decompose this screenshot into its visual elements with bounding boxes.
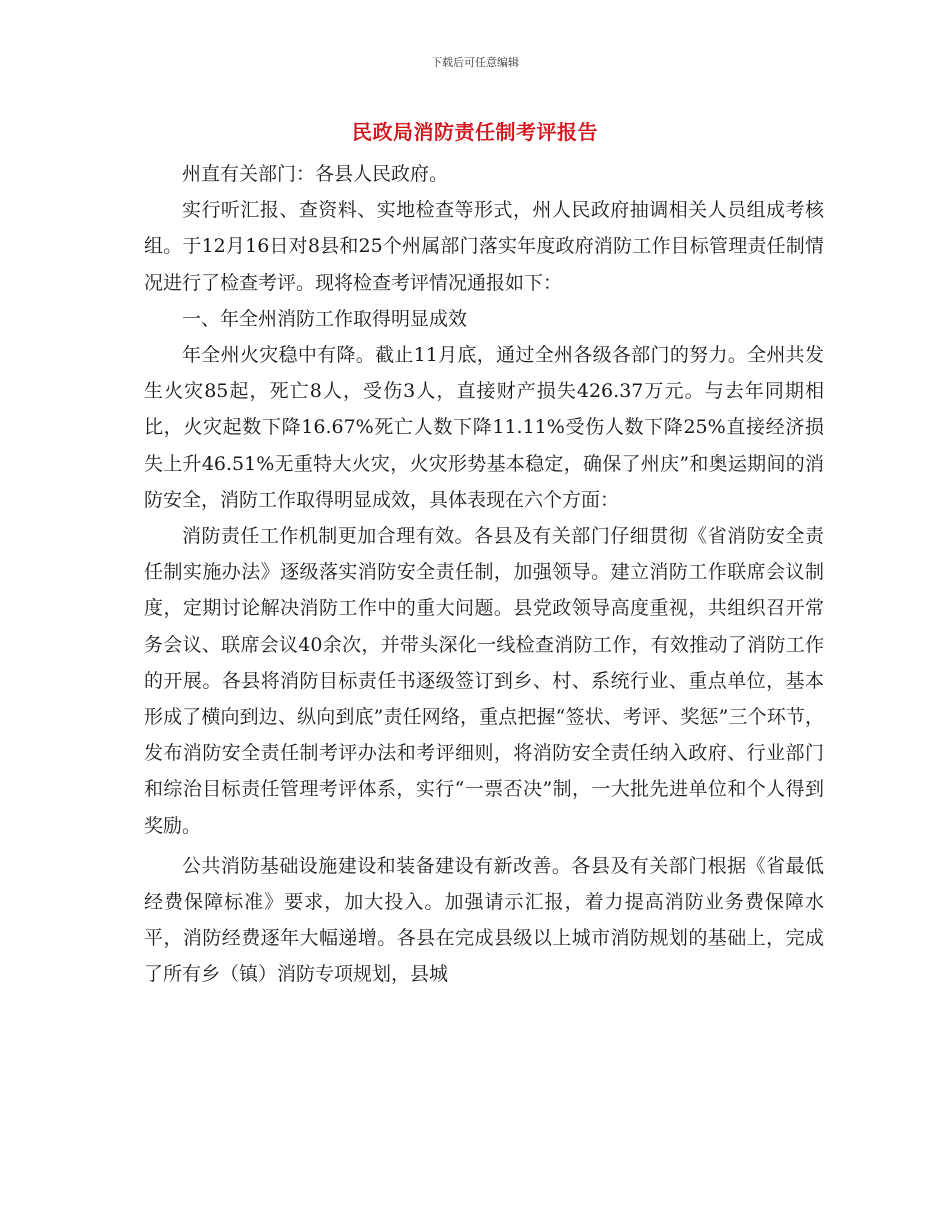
paragraph-infrastructure: 公共消防基础设施建设和装备建设有新改善。各县及有关部门根据《省最低经费保障标准》要求，加大投入。加强请示汇报，着力提高消防业务费保障水平，消防经费逐年大幅递增。各县在完成县级以上城市消防规划的基础上，完成了所有乡（镇）消防专项规划，县城 — [144, 854, 824, 986]
paragraph-intro: 实行听汇报、查资料、实地检查等形式，州人民政府抽调相关人员组成考核组。于12月16日对8县和25个州属部门落实年度政府消防工作目标管理责任制情况进行了检查考评。现将检查考评情况通报如下： — [144, 199, 824, 294]
paragraph-fire-statistics: 年全州火灾稳中有降。截止11月底，通过全州各级各部门的努力。全州共发生火灾85起，死亡8人，受伤3人，直接财产损失426.37万元。与去年同期相比，火灾起数下降16.67%死亡人数下降11.11%受伤人数下降25%直接经济损失上升46.51%无重特大火灾，火灾形势基本稳定，确保了州庆”和奥运期间的消防安全，消防工作取得明显成效，具体表现在六个方面： — [144, 344, 824, 511]
header-note: 下载后可任意编辑 — [431, 56, 519, 69]
salutation: 州直有关部门：各县人民政府。 — [182, 163, 449, 185]
paragraph-responsibility-mechanism: 消防责任工作机制更加合理有效。各县及有关部门仔细贯彻《省消防安全责任制实施办法》逐级落实消防安全责任制，加强领导。建立消防工作联席会议制度，定期讨论解决消防工作中的重大问题。县党政领导高度重视，共组织召开常务会议、联席会议40余次，并带头深化一线检查消防工作，有效推动了消防工作的开展。各县将消防目标责任书逐级签订到乡、村、系统行业、重点单位，基本形成了横向到边、纵向到底”责任网络，重点把握“签状、考评、奖惩”三个环节，发布消防安全责任制考评办法和考评细则，将消防安全责任纳入政府、行业部门和综治目标责任管理考评体系，实行“一票否决”制，一大批先进单位和个人得到奖励。 — [144, 525, 824, 837]
document-body — [144, 156, 824, 993]
section-heading-1: 一、年全州消防工作取得明显成效 — [182, 307, 468, 330]
document-title: 民政局消防责任制考评报告 — [352, 120, 598, 144]
